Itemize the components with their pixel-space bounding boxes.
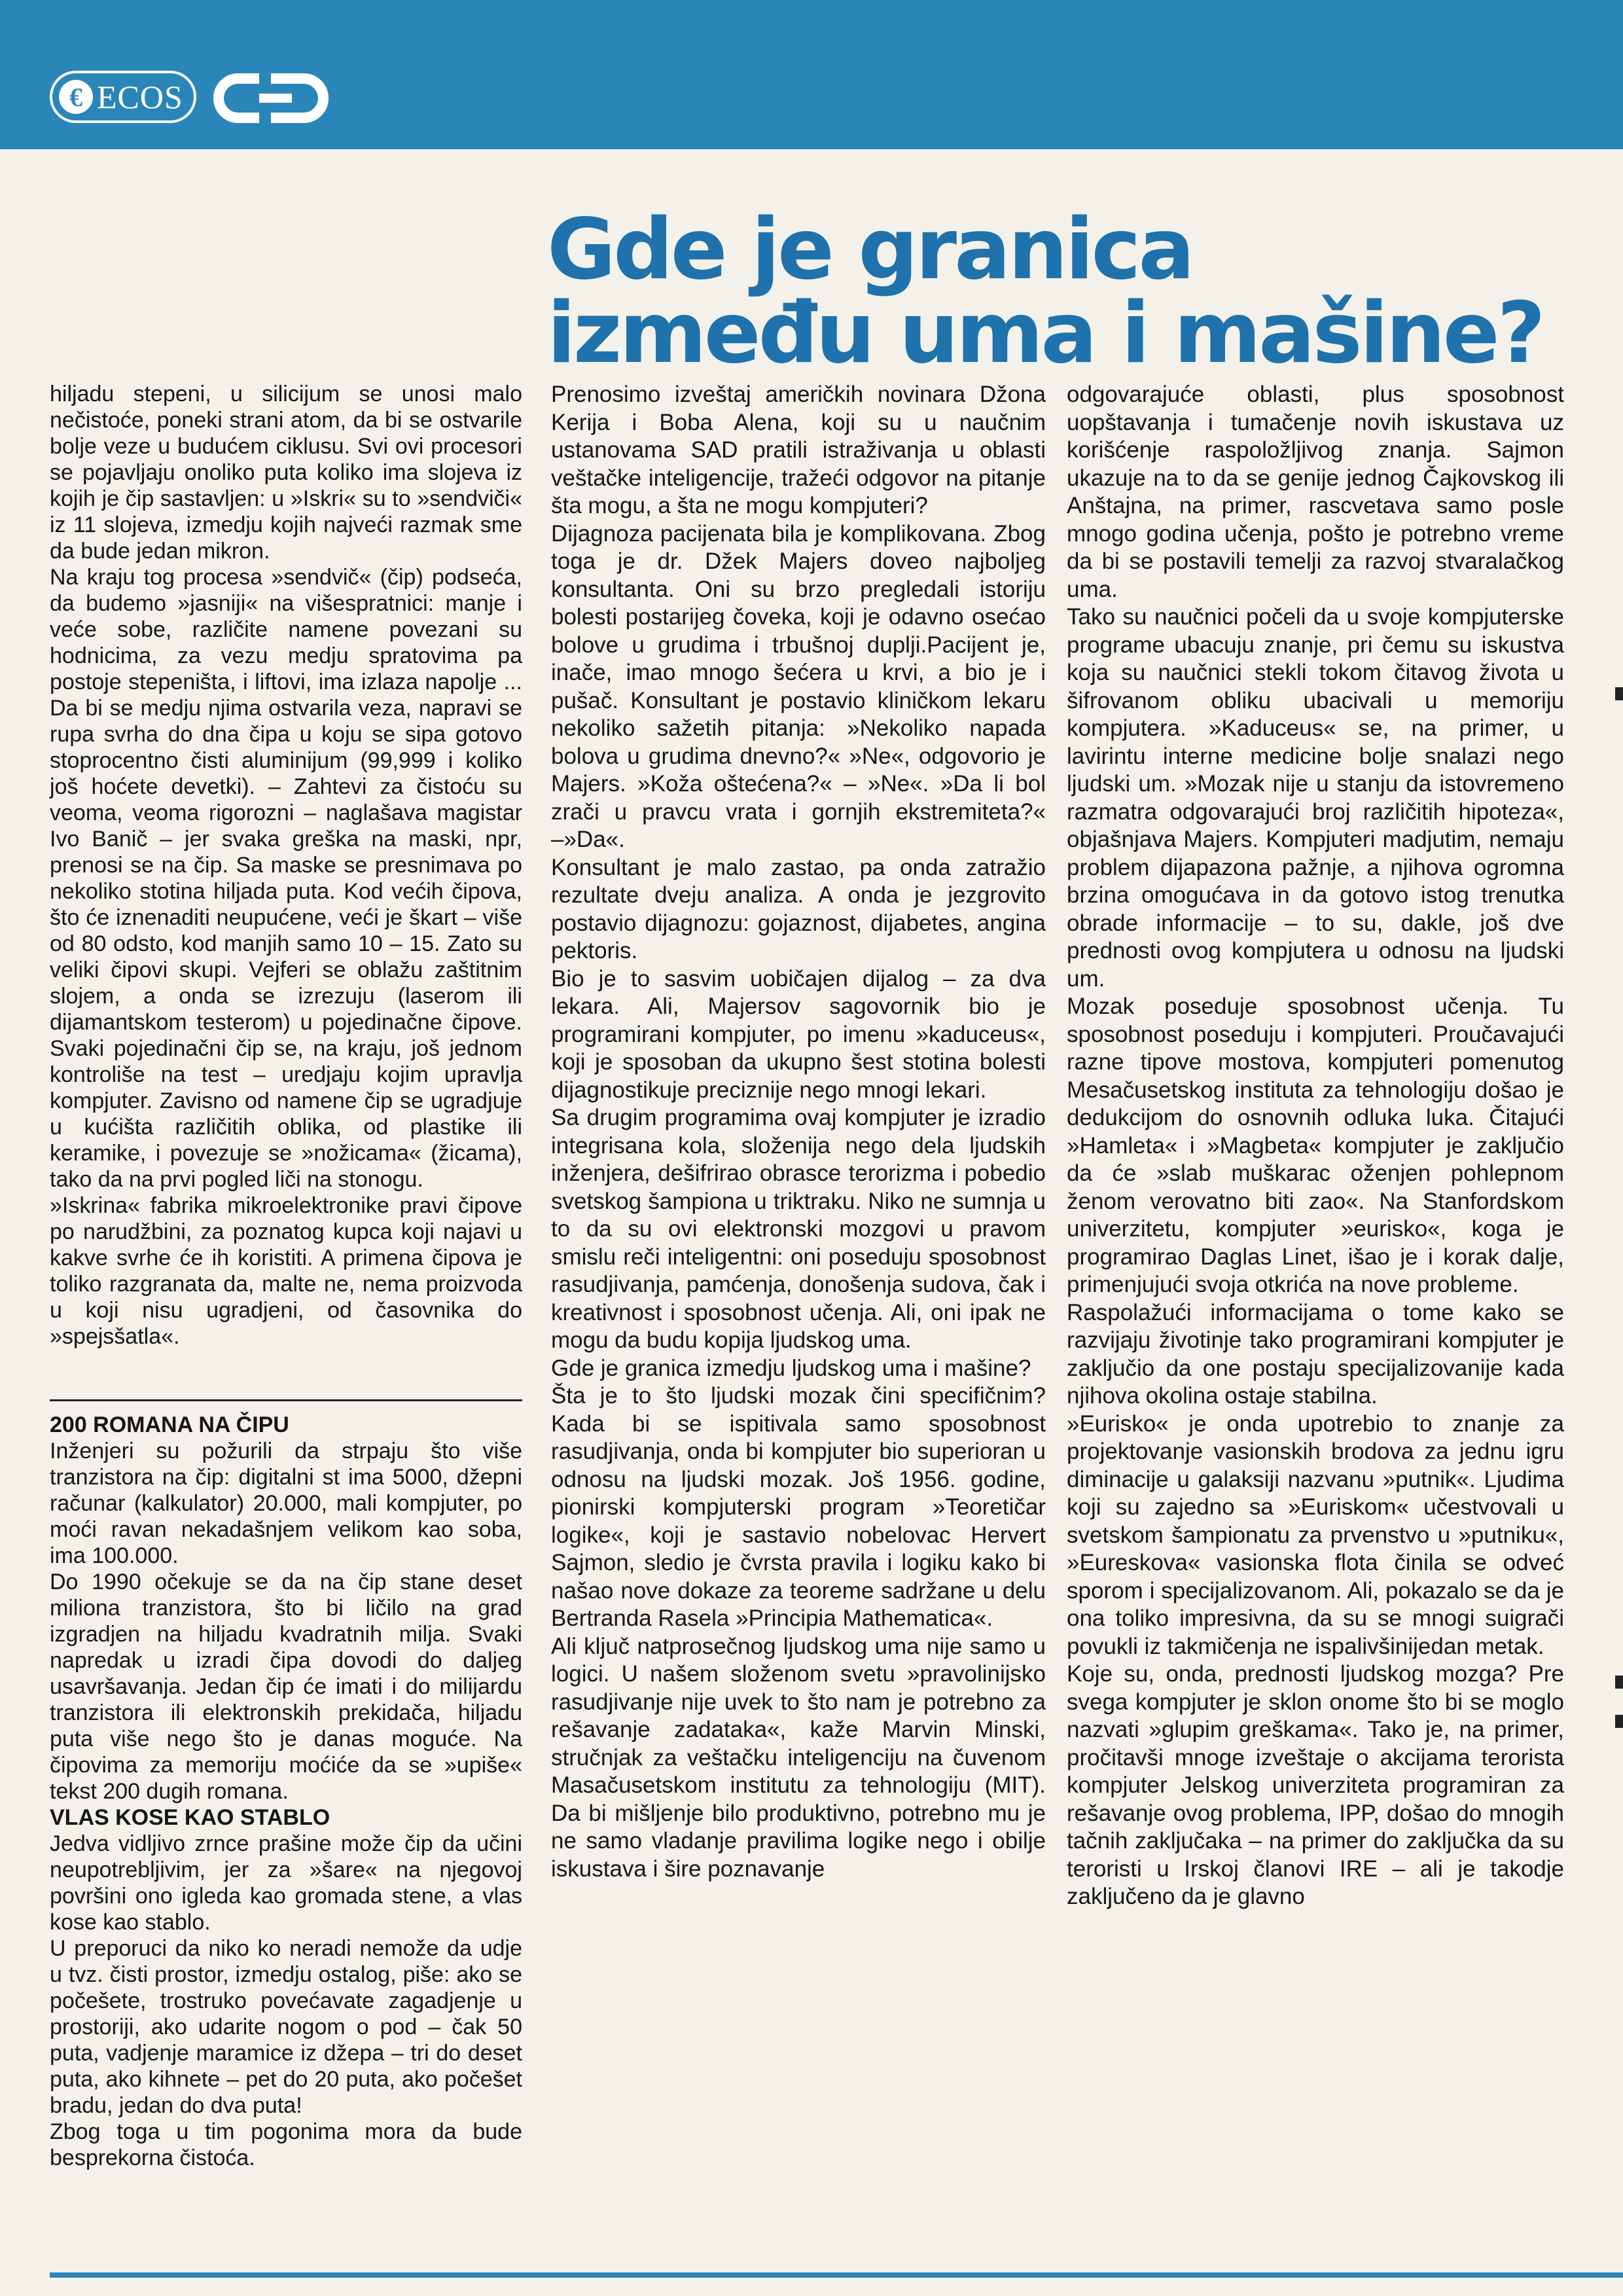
paragraph: Zbog toga u tim pogonima mora da bude besprekorna čistoća.: [50, 2119, 522, 2170]
section-heading: VLAS KOSE KAO STABLO: [50, 1805, 330, 1830]
header-band: [0, 0, 1623, 149]
column-3: [1067, 381, 1564, 1911]
euro-mark-icon: €: [59, 80, 93, 114]
paragraph: Ali ključ natprosečnog ljudskog uma nije samo u logici. U našem složenom svetu »pravolinijsko rasudjivanje nije uvek to što nam je potrebno za rešavanje zadataka«, kaže Marvin Minski, stručnjak za veštačku inteligenciju na čuvenom Masačusetskom institutu za tehnologiju (MIT). Da bi mišljenje bilo produktivno, potrebno mu je ne samo vladanje pravilima logike nego i obilje iskustava i šire poznavanje: [551, 1633, 1046, 1882]
paragraph: Šta je to što ljudski mozak čini specifičnim? Kada bi se ispitivala samo sposobnost rasudjivanja, onda bi kompjuter bio superioran u odnosu na ljudski mozak. Još 1956. godine, pionirski kompjuterski program »Teoretičar logike«, koji je sastavio nobelovac Hervert Sajmon, sledio je čvrsta pravila i logiku kako bi našao nove dokaze za teoreme sadržane u delu Bertranda Rasela »Principia Mathematica«.: [551, 1383, 1046, 1631]
cp-logo-icon: [213, 73, 329, 123]
paragraph: Jedva vidljivo zrnce prašine može čip da učini neupotrebljivim, jer za »šare« na njegovoj površini ono igleda kao gromada stene, a vlas kose kao stablo.: [50, 1831, 522, 1935]
title-line-2: između uma i mašine?: [547, 285, 1543, 382]
section-divider: [50, 1399, 522, 1412]
paragraph: Dijagnoza pacijenata bila je komplikovana. Zbog toga je dr. Džek Majers doveo najboljeg konsultanta. Oni su brzo pregledali istoriju bolesti postarijeg čoveka, koji je odavno osećao bolove u grudima i trbušnoj duplji.Pacijent je, inače, imao mnogo šećera u krvi, a bio je i pušač. Konsultant je postavio kliničkom lekaru nekoliko sažetih pitanja: »Nekoliko napada bolova u grudima dnevno?« »Ne«, odgovorio je Majers. »Koža oštećena?« – »Ne«. »Da li bol zrači u pravcu vrata i gornjih ekstremiteta?« –»Da«.: [551, 520, 1046, 852]
paragraph: Koje su, onda, prednosti ljudskog mozga? Pre svega kompjuter je sklon onome što bi se moglo nazvati »glupim greškama«. Tako je, na primer, pročitavši mnoge izveštaje o akcijama terorista kompjuter Jelskog univerziteta programiran za rešavanje ovog problema, IPP, došao do mnogih tačnih zaključaka – na primer do zaključka da su teroristi u Irskoj članovi IRE – ali je takodje zaključeno da je glavno: [1067, 1661, 1564, 1909]
paragraph: Prenosimo izveštaj američkih novinara Džona Kerija i Boba Alena, koji su u naučnim ustanovama SAD pratili istraživanja u oblasti veštačke inteligencije, tražeći odgovor na pitanje šta mogu, a šta ne mogu kompjuteri?: [551, 382, 1046, 518]
paragraph: Gde je granica izmedju ljudskog uma i mašine?: [551, 1355, 1031, 1381]
paragraph: Bio je to sasvim uobičajen dijalog – za dva lekara. Ali, Majersov sagovornik bio je programirani kompjuter, po imenu »kaduceus«, koji je sposoban da ukupno šest stotina bolesti dijagnostikuje preciznije nego mnogi lekari.: [551, 965, 1046, 1103]
column-2: [551, 381, 1046, 1883]
edge-mark: [1615, 687, 1623, 700]
edge-mark: [1615, 1676, 1623, 1689]
paragraph: Sa drugim programima ovaj kompjuter je izradio integrisana kola, složenija nego dela ljudskih inženjera, dešifrirao obrasce terorizma i pobedio svetskog šampiona u triktraku. Niko ne sumnja u to da su ovi elektronski mozgovi u pravom smislu reči inteligentni: oni poseduju sposobnost rasudjivanja, pamćenja, donošenja sudova, čak i kreativnost i sposobnost učenja. Ali, oni ipak ne mogu da budu kopija ljudskog uma.: [551, 1105, 1046, 1353]
article-title: [547, 201, 1568, 382]
section-heading: 200 ROMANA NA ČIPU: [50, 1412, 289, 1437]
title-line-1: Gde je granica: [547, 201, 1192, 298]
edge-mark: [1615, 1715, 1623, 1728]
paragraph: »Eurisko« je onda upotrebio to znanje za projektovanje vasionskih brodova za jednu igru diminacije u galaksiji nazvanu »putnik«. Ljudima koji su zajedno sa »Euriskom« učestvovali u svetskom šampionatu za prvenstvo u »putniku«, »Eureskova« vasionska flota činila se odveć sporom i specijalizovanom. Ali, pokazalo se da je ona toliko impresivna, da su se mnogi suigrači povukli iz takmičenja ne ispalivšinijedan metak.: [1067, 1410, 1564, 1659]
bottom-rule: [50, 2272, 1623, 2278]
paragraph: hiljadu stepeni, u silicijum se unosi malo nečistoće, poneki strani atom, da bi se ostvarile bolje veze u budućem ciklusu. Svi ovi procesori se pojavljaju onoliko puta koliko ima slojeva iz kojih je čip sastavljen: u »Iskri« su to »sendviči« iz 11 slojeva, izmedju kojih najveći razmak sme da bude jedan mikron.: [50, 382, 522, 564]
ecos-logo-text: ECOS: [97, 79, 183, 115]
paragraph: Do 1990 očekuje se da na čip stane deset miliona tranzistora, što bi ličilo na grad izgradjen na hiljadu kvadratnih milja. Svaki napredak u izradi čipa dovodi do daljeg usavršavanja. Jedan čip će imati i do milijardu tranzistora ili elektronskih prekidača, hiljadu puta više nego što je danas moguće. Na čipovima za memoriju moćiće da se »upiše« tekst 200 dugih romana.: [50, 1570, 522, 1804]
column-1: [50, 381, 522, 2171]
paragraph: Konsultant je malo zastao, pa onda zatražio rezultate dveju analiza. A onda je jezgrovito postavio dijagnozu: gojaznost, dijabetes, angina pektoris.: [551, 854, 1046, 963]
paragraph: Na kraju tog procesa »sendvič« (čip) podseća, da budemo »jasniji« na višespratnici: manje i veće sobe, različite namene povezani su hodnicima, za vezu medju spratovima pa postoje stepeništa, i liftovi, ima izlaza napolje ... Da bi se medju njima ostvarila veza, napravi se rupa svrha do dna čipa u koju se sipa gotovo stoprocentno čisti aluminijum (99,999 i koliko još hoćete devetki). – Zahtevi za čistoću su veoma, veoma rigorozni – naglašava magistar Ivo Banič – jer svaka greška na maski, npr, prenosi se na čip. Sa maske se presnimava po nekoliko stotina hiljada puta. Kod većih čipova, što će iznenaditi neupućene, veći je škart – više od 80 odsto, kod manjih samo 10 – 15. Zato su veliki čipovi skupi. Vejferi se oblažu zaštitnim slojem, a onda se izrezuju (laserom ili dijamantskom testerom) u pojedinačne čipove. Svaki pojedinačni čip se, na kraju, još jednom kontroliše na test – uredjaju kojim upravlja kompjuter. Zavisno od namene čip se ugradjuje u kućišta različitih oblika, od plastike ili keramike, i povezuje se »nožicama« (žicama), tako da na prvi pogled liči na stonogu.: [50, 565, 522, 1192]
paragraph: Mozak poseduje sposobnost učenja. Tu sposobnost poseduju i kompjuteri. Proučavajući razne tipove mostova, kompjuteri pomenutog Mesačusetskog instituta za tehnologiju došao je dedukcijom do osnovnih odluka luka. Čitajući »Hamleta« i »Magbeta« kompjuter je zaključio da će »slab muškarac oženjen pohlepnom ženom verovatno biti zao«. Na Stanfordskom univerzitetu, kompjuter »eurisko«, koga je programirao Daglas Linet, išao je i korak dalje, primenjujući svoja otkrića na nove probleme.: [1067, 994, 1564, 1297]
paragraph: Inženjeri su požurili da strpaju što više tranzistora na čip: digitalni st ima 5000, džepni računar (kalkulator) 20.000, mali kompjuter, po moći ravan nekadašnjem velikom kao soba, ima 100.000.: [50, 1439, 522, 1568]
paragraph: »Iskrina« fabrika mikroelektronike pravi čipove po narudžbini, za poznatog kupca koji najavi u kakve svrhe će ih koristiti. A primena čipova je toliko razgranata da, malte ne, nema proizvoda u koji nisu ugradjeni, od časovnika do »spejsšatla«.: [50, 1193, 522, 1349]
ecos-logo: [50, 71, 196, 123]
paragraph: Raspolažući informacijama o tome kako se razvijaju životinje tako programirani kompjuter je zaključio da one postaju specijalizovanije kada njihova okolina ostaje stabilna.: [1067, 1299, 1564, 1408]
paragraph: odgovarajuće oblasti, plus sposobnost uopštavanja i tumačenje novih iskustava uz korišćenje raspoložljivog znanja. Sajmon ukazuje na to da se genije jednog Čajkovskog ili Anštajna, na primer, rascvetava samo posle mnogo godina učenja, pošto je potrebno vreme da bi se postavili temelji za razvoj stvaralačkog uma.: [1067, 382, 1564, 602]
paragraph: Tako su naučnici počeli da u svoje kompjuterske programe ubacuju znanje, pri čemu su iskustva koja su naučnici stekli tokom čitavog života u šifrovanom obliku ubacivali u memoriju kompjutera. »Kaduceus« se, na primer, u lavirintu interne medicine bolje snalazi nego ljudski um. »Mozak nije u stanju da istovremeno razmatra odgovarajući broj različitih hipoteza«, objašnjava Majers. Kompjuteri madjutim, nemaju problem dijapazona pažnje, a njihova ogromna brzina omogućava in da gotovo istog trenutka obrade informacije – to su, dakle, još dve prednosti ovog kompjutera u odnosu na ljudski um.: [1067, 604, 1564, 992]
paragraph: U preporuci da niko ko neradi nemože da udje u tvz. čisti prostor, izmedju ostalog, piše: ako se počešete, trostruko povećavate zagadjenje u prostoriji, ako udarite nogom o pod – čak 50 puta, vadjenje maramice iz džepa – tri do deset puta, ako kihnete – pet do 20 puta, ako počešet bradu, jedan do dva puta!: [50, 1936, 522, 2118]
